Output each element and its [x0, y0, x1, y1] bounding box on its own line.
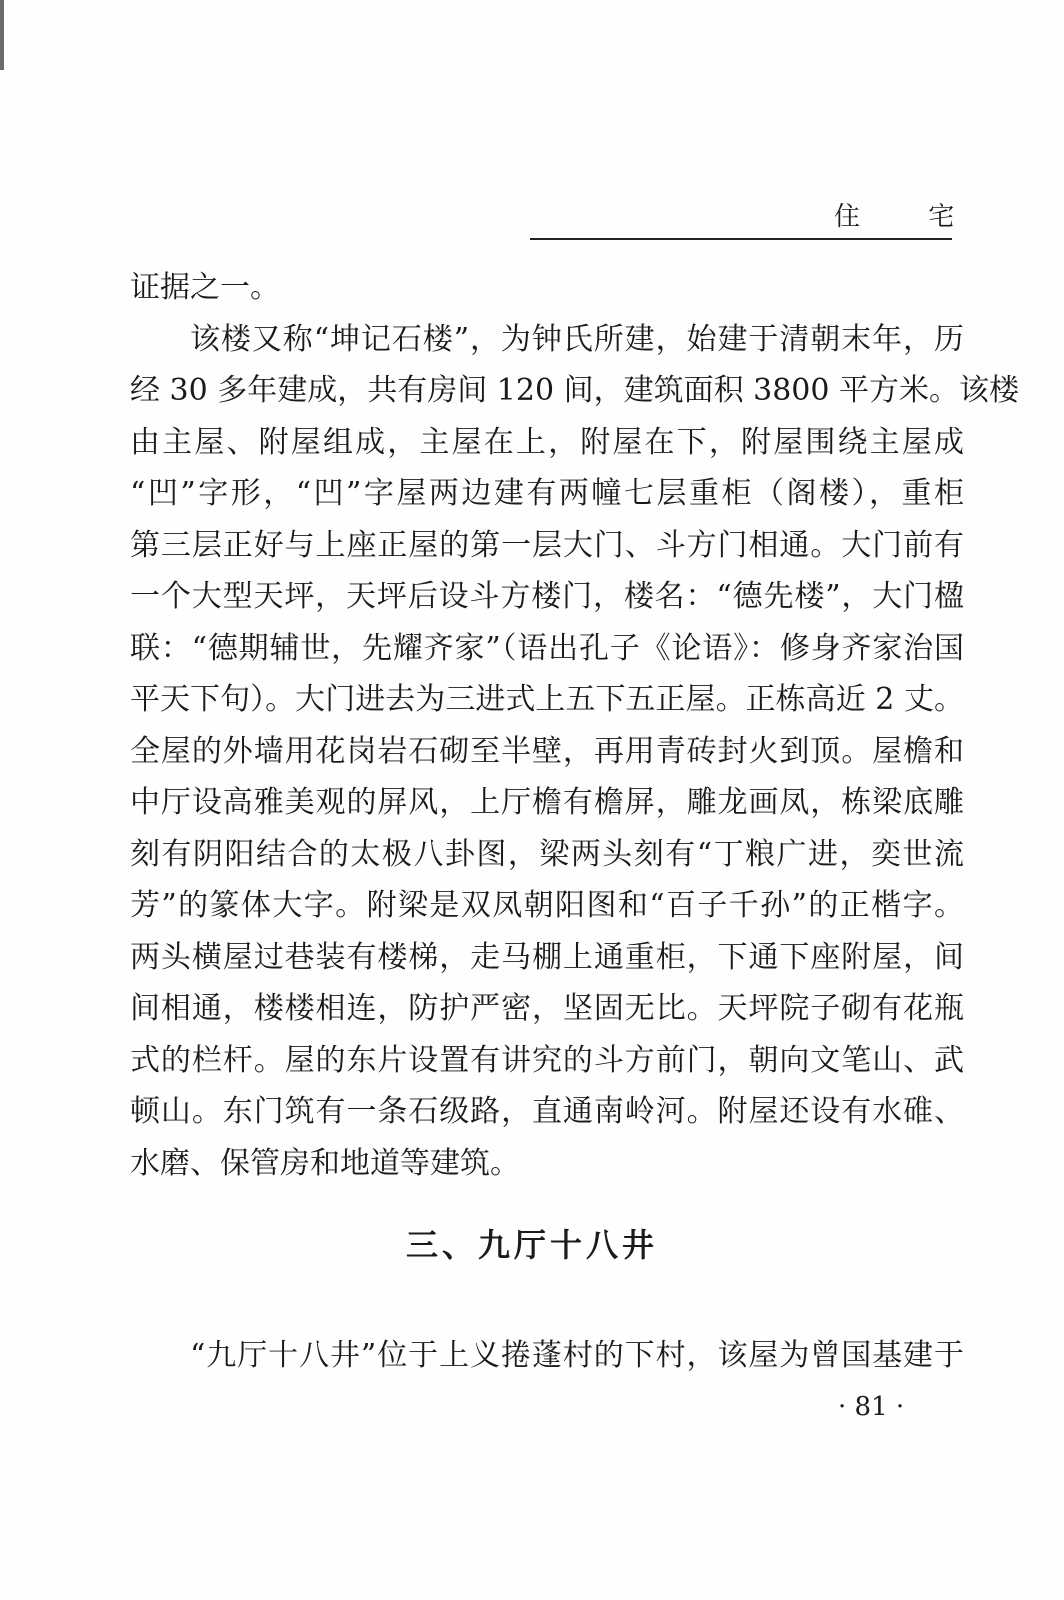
text-line: 水磨、保管房和地道等建筑。 [130, 1145, 520, 1181]
section-heading: 三、九厅十八井 [405, 1226, 658, 1264]
text-line: 芳”的篆体大字。附梁是双凤朝阳图和“百子千孙”的正楷字。 [130, 888, 964, 923]
binding-edge [0, 0, 4, 70]
text-line: 由主屋、附屋组成，主屋在上，附屋在下，附屋围绕主屋成 [130, 424, 964, 460]
text-line: “凹”字形，“凹”字屋两边建有两幢七层重柜（阁楼），重柜 [130, 476, 964, 511]
text-line: 顿山。东门筑有一条石级路，直通南岭河。附屋还设有水碓、 [130, 1094, 964, 1129]
next-paragraph [130, 1330, 964, 1382]
text-line: 刻有阴阳结合的太极八卦图，梁两头刻有“丁粮广进，奕世流 [130, 836, 964, 872]
text-line: 该楼又称“坤记石楼”，为钟氏所建，始建于清朝末年，历 [190, 321, 964, 357]
text-line: 平天下句）。大门进去为三进式上五下五正屋。正栋高近 2 丈。 [130, 682, 964, 717]
text-line: 两头横屋过巷装有楼梯，走马棚上通重柜，下通下座附屋，间 [130, 939, 964, 975]
text-line: “九厅十八井”位于上义捲蓬村的下村，该屋为曾国基建于 [190, 1338, 964, 1373]
body-text [130, 262, 1019, 1189]
text-line: 联：“德期辅世，先耀齐家”（语出孔子《论语》：修身齐家治国 [130, 630, 964, 666]
text-line: 式的栏杆。屋的东片设置有讲究的斗方前门，朝向文笔山、武 [130, 1042, 964, 1078]
text-line: 经 30 多年建成，共有房间 120 间，建筑面积 3800 平方米。该楼 [130, 373, 1019, 408]
text-line: 全屋的外墙用花岗岩石砌至半壁，再用青砖封火到顶。屋檐和 [130, 733, 964, 769]
running-head: 住 宅 [834, 202, 985, 232]
page-number: · 81 · [838, 1392, 905, 1422]
text-line: 间相通，楼楼相连，防护严密，坚固无比。天坪院子砌有花瓶 [130, 991, 964, 1026]
text-line: 中厅设高雅美观的屏风，上厅檐有檐屏，雕龙画凤，栋梁底雕 [130, 785, 964, 820]
text-line: 一个大型天坪，天坪后设斗方楼门，楼名：“德先楼”，大门楹 [130, 579, 964, 614]
text-line: 证据之一。 [130, 270, 280, 305]
text-line: 第三层正好与上座正屋的第一层大门、斗方门相通。大门前有 [130, 527, 964, 563]
header-rule [530, 238, 952, 240]
